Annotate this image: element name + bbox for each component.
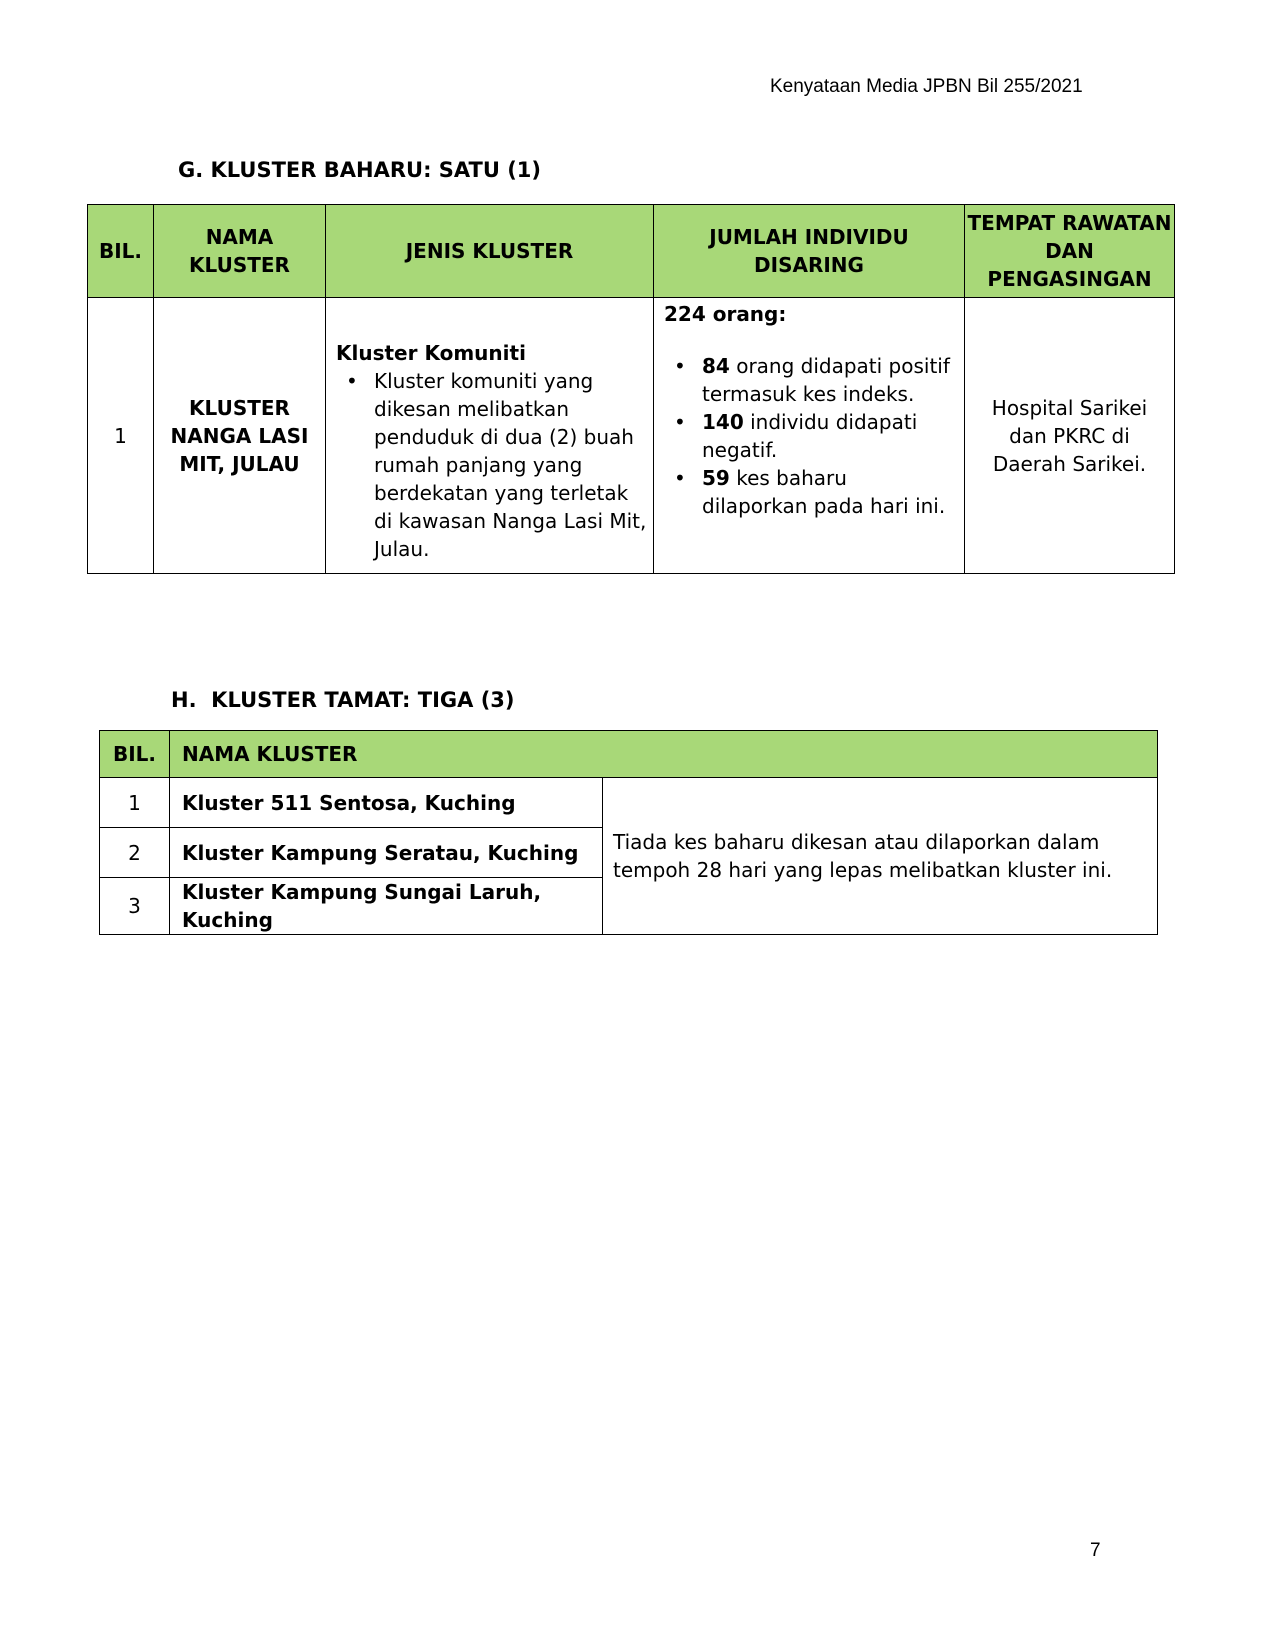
column-header-nama-kluster: NAMA KLUSTER — [170, 731, 1158, 778]
cell-screened-total — [654, 298, 965, 574]
table-row — [88, 298, 1175, 574]
page-number: 7 — [1090, 1540, 1101, 1561]
cell-bil: 2 — [100, 828, 170, 878]
negative-count: 140 — [702, 410, 744, 434]
cluster-type-title: Kluster Komuniti — [336, 340, 526, 365]
table-header-row — [88, 205, 1175, 298]
column-header-bil: BIL. — [100, 731, 170, 778]
cell-bil: 3 — [100, 878, 170, 935]
new-cases-text: kes baharu dilaporkan pada hari ini. — [702, 466, 946, 518]
section-h-title: H. KLUSTER TAMAT: TIGA (3) — [171, 688, 515, 712]
table-header-row — [100, 731, 1158, 778]
document-reference: Kenyataan Media JPBN Bil 255/2021 — [770, 76, 1083, 97]
table-row — [100, 778, 1158, 828]
column-header-tempat-rawatan: TEMPAT RAWATAN DAN PENGASINGAN — [965, 205, 1175, 298]
list-item — [702, 352, 958, 408]
column-header-jenis-kluster: JENIS KLUSTER — [326, 205, 654, 298]
negative-text: individu didapati negatif. — [702, 410, 918, 462]
screened-total-title: 224 orang: — [664, 302, 787, 326]
new-cases-count: 59 — [702, 466, 730, 490]
column-header-bil: BIL. — [88, 205, 154, 298]
cell-cluster-name: Kluster Kampung Sungai Laruh, Kuching — [170, 878, 603, 935]
column-header-nama-kluster: NAMA KLUSTER — [154, 205, 326, 298]
cell-bil: 1 — [88, 298, 154, 574]
cell-bil: 1 — [100, 778, 170, 828]
cell-cluster-name: KLUSTER NANGA LASI MIT, JULAU — [154, 298, 326, 574]
cluster-type-list — [336, 367, 647, 563]
cell-status-note: Tiada kes baharu dikesan atau dilaporkan dalam tempoh 28 hari yang lepas melibatkan kluster ini. — [603, 778, 1158, 935]
cell-cluster-name: Kluster Kampung Seratau, Kuching — [170, 828, 603, 878]
list-item — [702, 408, 958, 464]
cell-treatment-location: Hospital Sarikei dan PKRC di Daerah Sarikei. — [965, 298, 1175, 574]
cluster-type-description: • Kluster komuniti yang dikesan melibatkan penduduk di dua (2) buah rumah panjang yang berdekatan yang terletak di kawasan Nanga Lasi Mit, Julau. — [374, 367, 647, 563]
screened-breakdown-list — [664, 352, 958, 520]
positive-count: 84 — [702, 354, 730, 378]
list-item — [702, 464, 958, 520]
cell-cluster-type — [326, 298, 654, 574]
positive-text: orang didapati positif termasuk kes indeks. — [702, 354, 950, 406]
column-header-jumlah-individu: JUMLAH INDIVIDU DISARING — [654, 205, 965, 298]
cell-cluster-name: Kluster 511 Sentosa, Kuching — [170, 778, 603, 828]
ended-cluster-table — [99, 730, 1158, 935]
new-cluster-table — [87, 204, 1175, 574]
section-g-title: G. KLUSTER BAHARU: SATU (1) — [178, 158, 542, 182]
